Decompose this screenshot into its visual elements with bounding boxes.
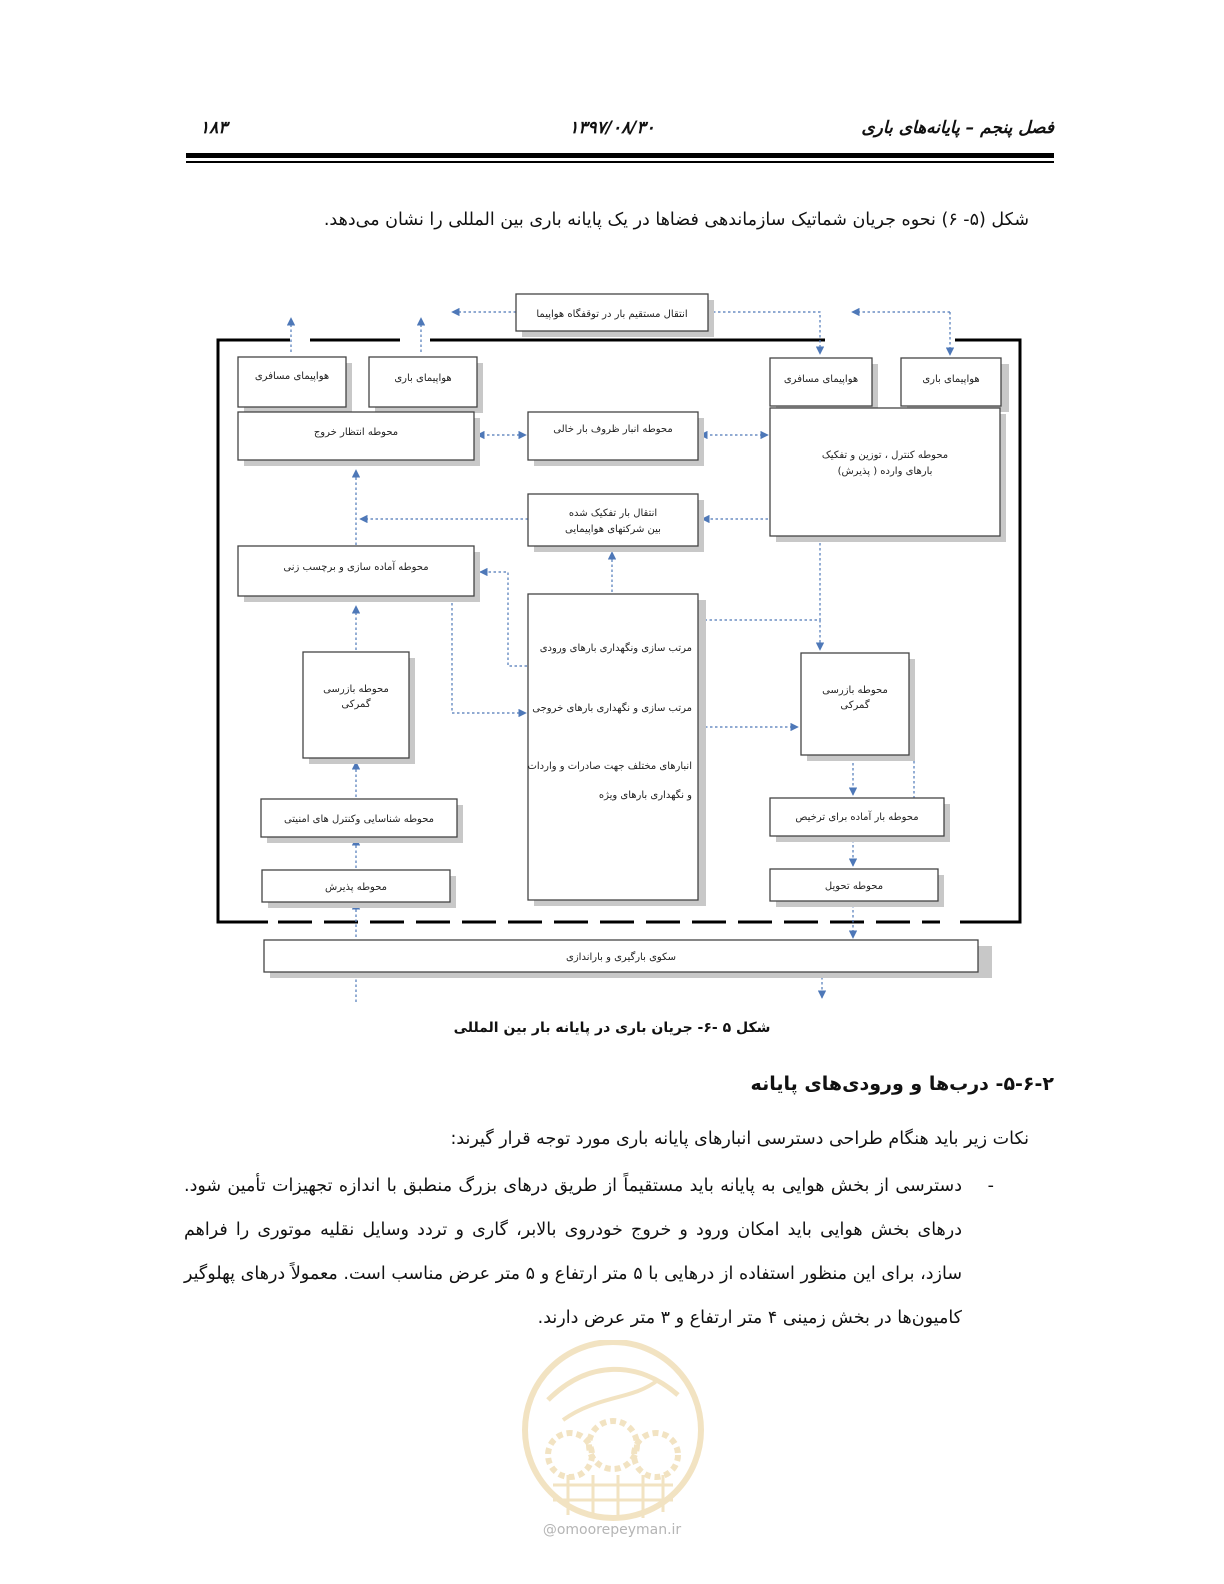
svg-text:انتقال مستقیم بار در توقفگاه ه: انتقال مستقیم بار در توقفگاه هواپیما (536, 309, 688, 320)
header-chapter-title: فصل پنجم – پایانه‌های باری (861, 118, 1054, 138)
svg-text:محوطه انبار ظروف بار خالی: محوطه انبار ظروف بار خالی (553, 424, 673, 435)
box-preparation-labeling (238, 546, 480, 602)
svg-text:و نگهداری بارهای ویژه: و نگهداری بارهای ویژه (598, 790, 692, 801)
footer-website: @omoorepeyman.ir (542, 1522, 682, 1538)
body-intro: نکات زیر باید هنگام طراحی دسترسی انبارهای پایانه باری مورد توجه قرار گیرند: (450, 1129, 1029, 1149)
svg-text:هواپیمای باری: هواپیمای باری (394, 373, 452, 384)
box-reception (262, 870, 456, 908)
box-exit-waiting-area (238, 412, 480, 466)
svg-text:محوطه انتظار خروج: محوطه انتظار خروج (313, 427, 399, 438)
svg-text:محوطه کنترل ، توزین و تفکیک: محوطه کنترل ، توزین و تفکیک (821, 450, 949, 461)
svg-text:بارهای وارده ( پذیرش): بارهای وارده ( پذیرش) (837, 466, 933, 477)
box-empty-containers (528, 412, 704, 466)
box-right-passenger-plane (770, 358, 878, 412)
intro-paragraph: شکل (۵- ۶) نحوه جریان شماتیک سازماندهی فضاها در یک پایانه باری بین المللی را نشان می‌دهد. (323, 210, 1029, 230)
header-date: ۱۳۹۷/۰۸/۳۰ (569, 118, 655, 138)
svg-text:محوطه شناسایی وکنترل های امنیت: محوطه شناسایی وکنترل های امنیتی (283, 814, 435, 825)
svg-text:انتقال بار تفکیک شده: انتقال بار تفکیک شده (568, 508, 658, 519)
svg-text:گمرکی: گمرکی (341, 699, 371, 710)
svg-text:محوطه تحویل: محوطه تحویل (824, 881, 884, 892)
svg-text:هواپیمای مسافری: هواپیمای مسافری (254, 371, 330, 382)
bullet-paragraph: دسترسی از بخش هوایی به پایانه باید مستقیماً از طریق درهای بزرگ منطبق با اندازه تجهیزات تأمین شود. درهای بخش هوایی باید امکان ورود و خروج خودروی بالابر، گاری و تردد وسایل نقلیه موتوری را فراهم سازد، برای این منظور استفاده از درهایی با ۵ متر ارتفاع و ۵ متر عرض مناسب است. معمولاً درهای پهلوگیر کامیون‌ها در بخش زمینی ۴ متر ارتفاع و ۳ متر عرض دارند. (184, 1176, 962, 1328)
svg-text:انبارهای مختلف جهت صادرات و وا: انبارهای مختلف جهت صادرات و واردات (527, 761, 692, 772)
box-left-cargo-plane (369, 357, 483, 413)
svg-text:محوطه بازرسی: محوطه بازرسی (323, 684, 389, 695)
box-direct-transfer (516, 294, 714, 337)
box-ready-for-clearance (770, 798, 950, 842)
svg-text:مرتب سازی و نگهداری بارهای خرو: مرتب سازی و نگهداری بارهای خروجی (532, 703, 692, 714)
svg-text:محوطه آماده سازی و برچسب زنی: محوطه آماده سازی و برچسب زنی (283, 562, 429, 573)
box-security-check (261, 799, 463, 843)
header-page-number: ۱۸۳ (200, 118, 228, 138)
box-customs-inspection-right (801, 653, 915, 761)
publisher-logo-watermark (508, 1340, 718, 1525)
box-control-weighing-sorting (770, 408, 1006, 542)
svg-text:هواپیمای باری: هواپیمای باری (922, 374, 980, 385)
svg-text:مرتب سازی ونگهداری بارهای ورود: مرتب سازی ونگهداری بارهای ورودی (539, 643, 692, 654)
svg-text:گمرکی: گمرکی (840, 700, 870, 711)
box-sorted-cargo-transfer (528, 494, 704, 552)
svg-text:محوطه بازرسی: محوطه بازرسی (822, 685, 888, 696)
svg-text:سکوی بارگیری و باراندازی: سکوی بارگیری و باراندازی (566, 952, 676, 963)
box-delivery (770, 869, 944, 907)
bullet-marker: - (987, 1176, 994, 1196)
box-right-cargo-plane (901, 358, 1009, 412)
svg-text:محوطه بار آماده برای ترخیص: محوطه بار آماده برای ترخیص (795, 812, 919, 823)
box-loading-dock (264, 940, 992, 978)
section-title: ۵-۶-۲- درب‌ها و ورودی‌های پایانه (750, 1073, 1054, 1095)
svg-text:بین شرکتهای هواپیمایی: بین شرکتهای هواپیمایی (565, 524, 661, 535)
svg-text:محوطه پذیرش: محوطه پذیرش (324, 882, 388, 893)
svg-text:هواپیمای مسافری: هواپیمای مسافری (783, 374, 859, 385)
box-customs-inspection-left (303, 652, 415, 764)
box-left-passenger-plane (238, 357, 352, 413)
figure-caption: شکل ۵ -۶- جریان باری در پایانه بار بین المللی (453, 1020, 771, 1036)
box-sorting-storage (527, 594, 706, 906)
